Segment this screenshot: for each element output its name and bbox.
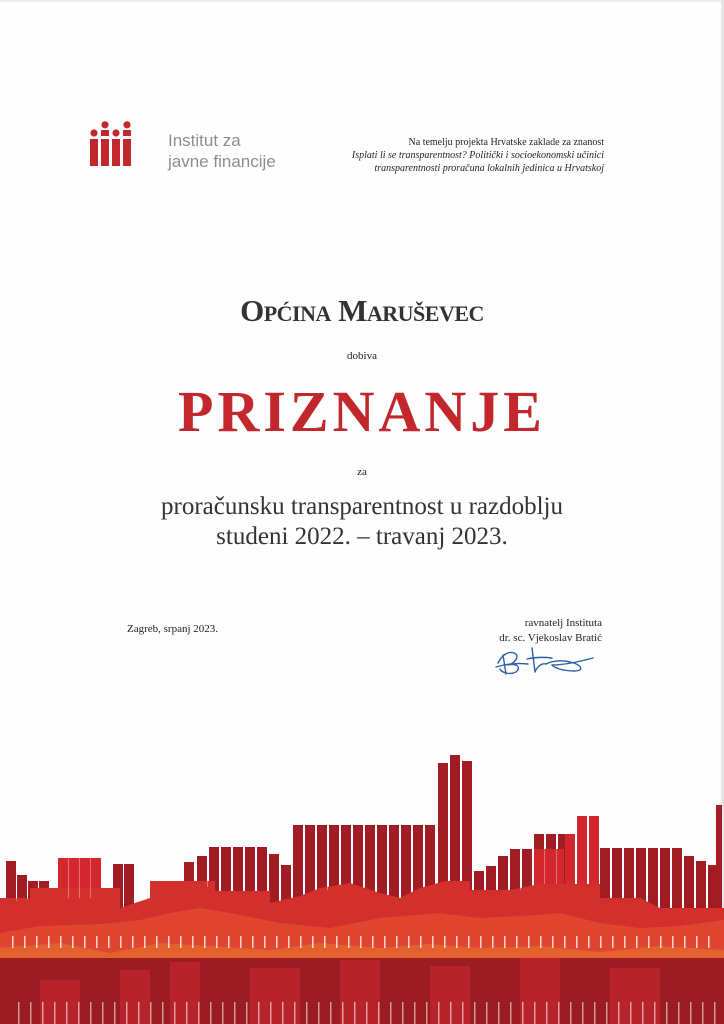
signer-role: ravnatelj Instituta [524, 617, 602, 629]
project-note [352, 136, 604, 175]
place-date: Zagreb, srpanj 2023. [127, 623, 219, 635]
institute-name-line2: javne financije [168, 152, 276, 171]
for-label: za [357, 466, 367, 478]
award-description-line2: studeni 2022. – travanj 2023. [216, 523, 508, 550]
red-skyline-decoration [0, 748, 724, 1024]
award-description [0, 492, 724, 552]
institute-name [168, 130, 276, 172]
recipient-name: Općina Maruševec [240, 293, 484, 328]
institute-name-line1: Institut za [168, 131, 241, 150]
institute-logo [89, 121, 276, 172]
project-note-line2: Isplati li se transparentnost? Politički i socioekonomski učinici [351, 150, 604, 161]
project-note-line1: Na temelju projekta Hrvatske zaklade za znanost [408, 137, 604, 148]
receives-label: dobiva [347, 350, 377, 362]
iiii-bars-logo-icon [89, 121, 133, 167]
certificate-title: PRIZNANJE [178, 379, 546, 444]
award-description-line1: proračunsku transparentnost u razdoblju [161, 493, 563, 520]
signer-block [499, 616, 602, 646]
scan-edge-top [0, 0, 724, 2]
handwritten-signature-icon [494, 645, 596, 677]
project-note-line3: transparentnosti proračuna lokalnih jedinica u Hrvatskoj [374, 163, 604, 174]
signer-name: dr. sc. Vjekoslav Bratić [499, 632, 602, 644]
